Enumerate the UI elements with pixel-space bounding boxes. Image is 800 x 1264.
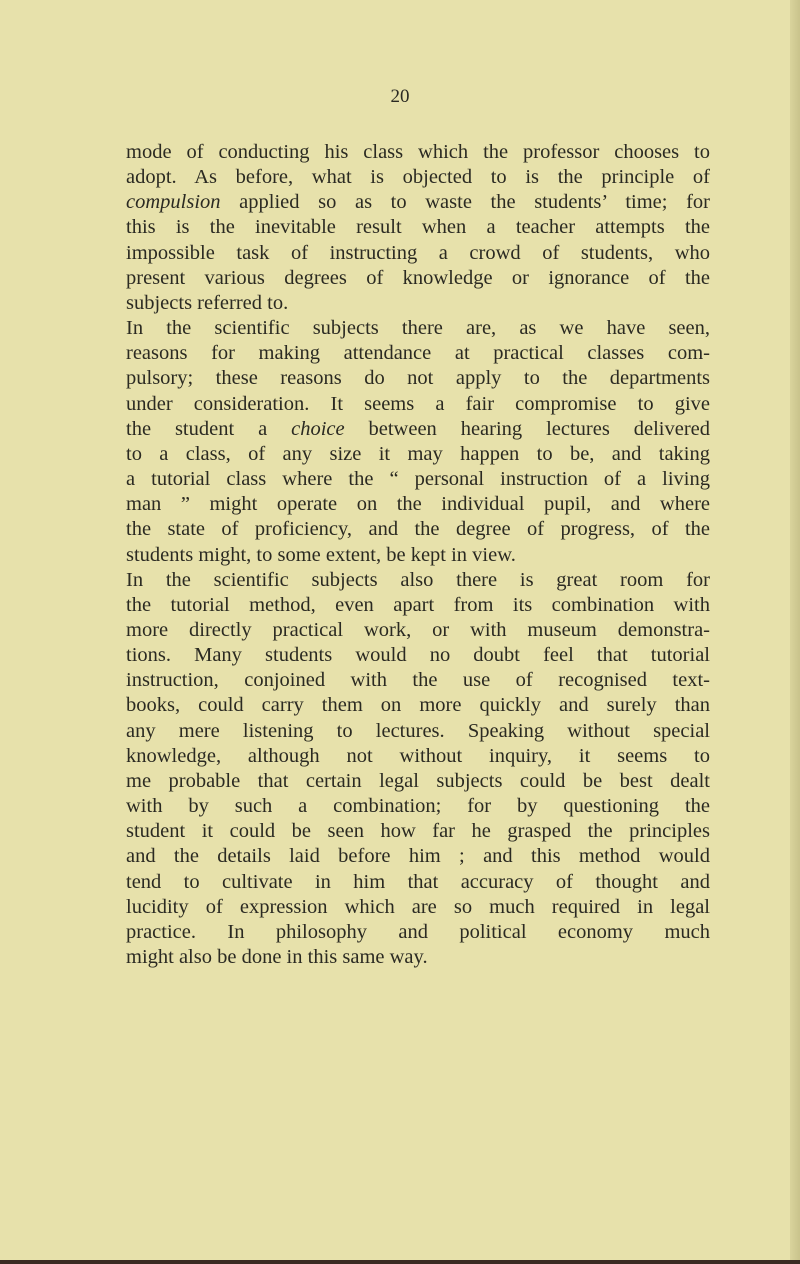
- text-line: [126, 769, 710, 794]
- line-text: between hearing lectures delivered: [344, 417, 710, 440]
- text-line: [126, 140, 710, 165]
- line-text: this is the inevitable result when a teacher attempts the: [126, 216, 710, 239]
- line-text: adopt. As before, what is objected to is the principle of: [126, 166, 710, 189]
- text-line: [126, 165, 710, 190]
- line-text: lucidity of expression which are so much required in legal: [126, 895, 710, 918]
- text-line: [126, 744, 710, 769]
- text-line: [126, 492, 710, 517]
- text-line: [126, 442, 710, 467]
- line-text: tend to cultivate in him that accuracy of thought and: [126, 870, 710, 893]
- line-text: reasons for making attendance at practical classes com-: [126, 342, 710, 365]
- line-text: any mere listening to lectures. Speaking without special: [126, 719, 710, 742]
- line-text: the state of proficiency, and the degree of progress, of the: [126, 518, 710, 541]
- text-line: [126, 945, 710, 970]
- text-line: [126, 517, 710, 542]
- line-text: mode of conducting his class which the professor chooses to: [126, 141, 710, 163]
- line-text: In the scientific subjects there are, as we have seen,: [126, 317, 710, 340]
- line-text: the tutorial method, even apart from its combination with: [126, 593, 710, 616]
- line-text: under consideration. It seems a fair compromise to give: [126, 392, 710, 415]
- line-text: man ” might operate on the individual pupil, and where: [126, 493, 710, 516]
- text-line: [126, 643, 710, 668]
- page-edge-shadow: [790, 0, 800, 1264]
- page-number: 20: [390, 86, 410, 107]
- text-line: [126, 543, 710, 568]
- line-text: student it could be seen how far he grasped the principles: [126, 820, 710, 843]
- text-line: [126, 341, 710, 366]
- line-text: me probable that certain legal subjects could be best dealt: [126, 769, 710, 792]
- line-text: the student a: [126, 417, 292, 440]
- text-line: [126, 618, 710, 643]
- line-text: might also be done in this same way.: [126, 946, 428, 968]
- text-line: [126, 417, 710, 442]
- text-line: [126, 241, 710, 266]
- text-line: [126, 266, 710, 291]
- line-text: students might, to some extent, be kept in view.: [126, 543, 516, 566]
- text-line: [126, 392, 710, 417]
- line-text: subjects referred to.: [126, 291, 289, 314]
- text-line: [126, 467, 710, 492]
- text-line: [126, 568, 710, 593]
- body-text: [126, 140, 710, 970]
- line-text: present various degrees of knowledge or ignorance of the: [126, 266, 710, 289]
- text-line: [126, 291, 710, 316]
- text-line: [126, 693, 710, 718]
- bottom-border: [0, 1260, 800, 1264]
- line-text: impossible task of instructing a crowd of students, who: [126, 241, 710, 264]
- text-line: [126, 668, 710, 693]
- italic-text: compulsion: [126, 191, 221, 214]
- line-text: applied so as to waste the students’ time; for: [220, 191, 710, 214]
- text-line: [126, 870, 710, 895]
- text-line: [126, 215, 710, 240]
- text-line: [126, 844, 710, 869]
- text-line: [126, 819, 710, 844]
- line-text: tions. Many students would no doubt feel that tutorial: [126, 644, 710, 667]
- line-text: books, could carry them on more quickly and surely than: [126, 694, 710, 717]
- line-text: a tutorial class where the “ personal instruction of a living: [126, 468, 710, 491]
- text-line: [126, 593, 710, 618]
- line-text: knowledge, although not without inquiry, it seems to: [126, 744, 710, 767]
- line-text: practice. In philosophy and political economy much: [126, 920, 710, 943]
- line-text: In the scientific subjects also there is great room for: [126, 568, 710, 591]
- text-line: [126, 895, 710, 920]
- text-line: [126, 316, 710, 341]
- italic-text: choice: [291, 417, 345, 440]
- line-text: with by such a combination; for by questioning the: [126, 795, 710, 818]
- line-text: instruction, conjoined with the use of recognised text-: [126, 669, 710, 692]
- line-text: to a class, of any size it may happen to be, and taking: [126, 442, 710, 465]
- text-line: [126, 920, 710, 945]
- text-line: [126, 190, 710, 215]
- text-line: [126, 794, 710, 819]
- text-line: [126, 366, 710, 391]
- line-text: and the details laid before him ; and this method would: [126, 845, 710, 868]
- line-text: more directly practical work, or with museum demonstra-: [126, 618, 710, 641]
- line-text: pulsory; these reasons do not apply to the departments: [126, 367, 710, 390]
- text-line: [126, 719, 710, 744]
